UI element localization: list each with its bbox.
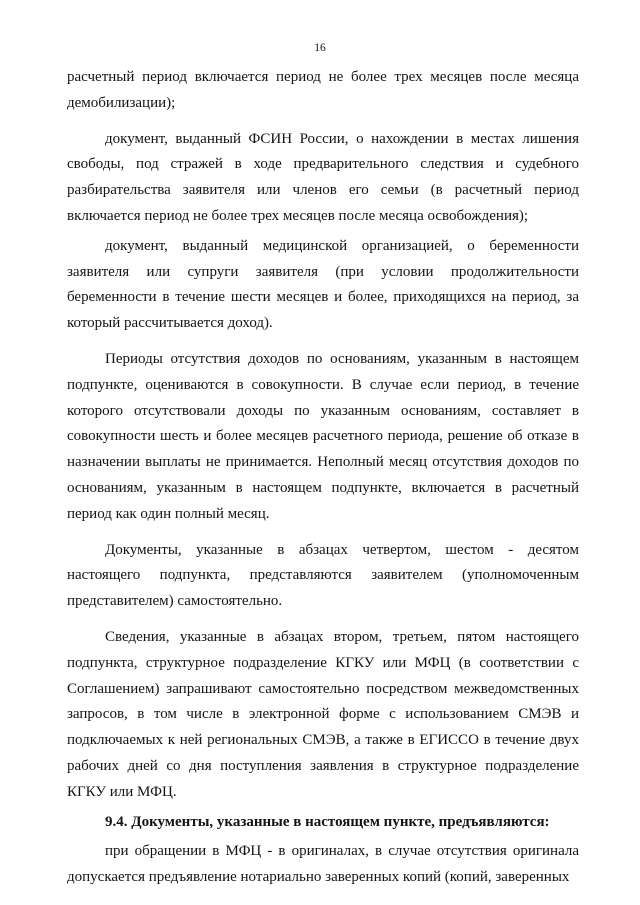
paragraph-interagency-requests: Сведения, указанные в абзацах втором, третьем, пятом настоящего подпункта, структурное подразделение КГКУ или МФЦ (в соответствии с Соглашением) запрашивают самостоятельно посредством межведомственных запросов, в том числе в электронной форме с использованием СМЭВ и подключаемых к ней региональных СМЭВ, а также в ЕГИССО в течение двух рабочих дней со дня поступления заявления в структурное подразделение КГКУ или МФЦ. <box>67 628 579 800</box>
page-number: 16 <box>314 42 326 54</box>
paragraph-documents-submitted: Документы, указанные в абзацах четвертом, шестом - десятом настоящего подпункта, представляются заявителем (уполномоченным представителем) самостоятельно. <box>67 541 579 610</box>
paragraph-mfc-originals: при обращении в МФЦ - в оригиналах, в случае отсутствия оригинала допускается предъявление нотариально заверенных копий (копий, заверенных <box>67 843 579 886</box>
paragraph-medical-document: документ, выданный медицинской организацией, о беременности заявителя или супруги заявителя (при условии продолжительности беременности в течение шести месяцев и более, приходящихся на период, за который рассчитывается доход). <box>67 237 579 332</box>
paragraph-continuation: расчетный период включается период не более трех месяцев после месяца демобилизации); <box>67 69 579 111</box>
paragraph-fsin-document: документ, выданный ФСИН России, о нахождении в местах лишения свободы, под стражей в ходе предварительного следствия и судебного разбирательства заявителя или членов его семьи (в расчетный период включается период не более трех месяцев после месяца освобождения); <box>67 130 579 224</box>
document-body <box>67 65 579 891</box>
paragraph-income-absence-periods: Периоды отсутствия доходов по основаниям, указанным в настоящем подпункте, оцениваются в совокупности. В случае если период, в течение которого отсутствовали доходы по указанным основаниям, составляет в совокупности шесть и более месяцев расчетного периода, решение об отказе в назначении выплаты не принимается. Неполный месяц отсутствия доходов по основаниям, указанным в настоящем подпункте, включается в расчетный период как один полный месяц. <box>67 350 579 522</box>
section-heading-9-4: 9.4. Документы, указанные в настоящем пункте, предъявляются: <box>105 813 550 830</box>
